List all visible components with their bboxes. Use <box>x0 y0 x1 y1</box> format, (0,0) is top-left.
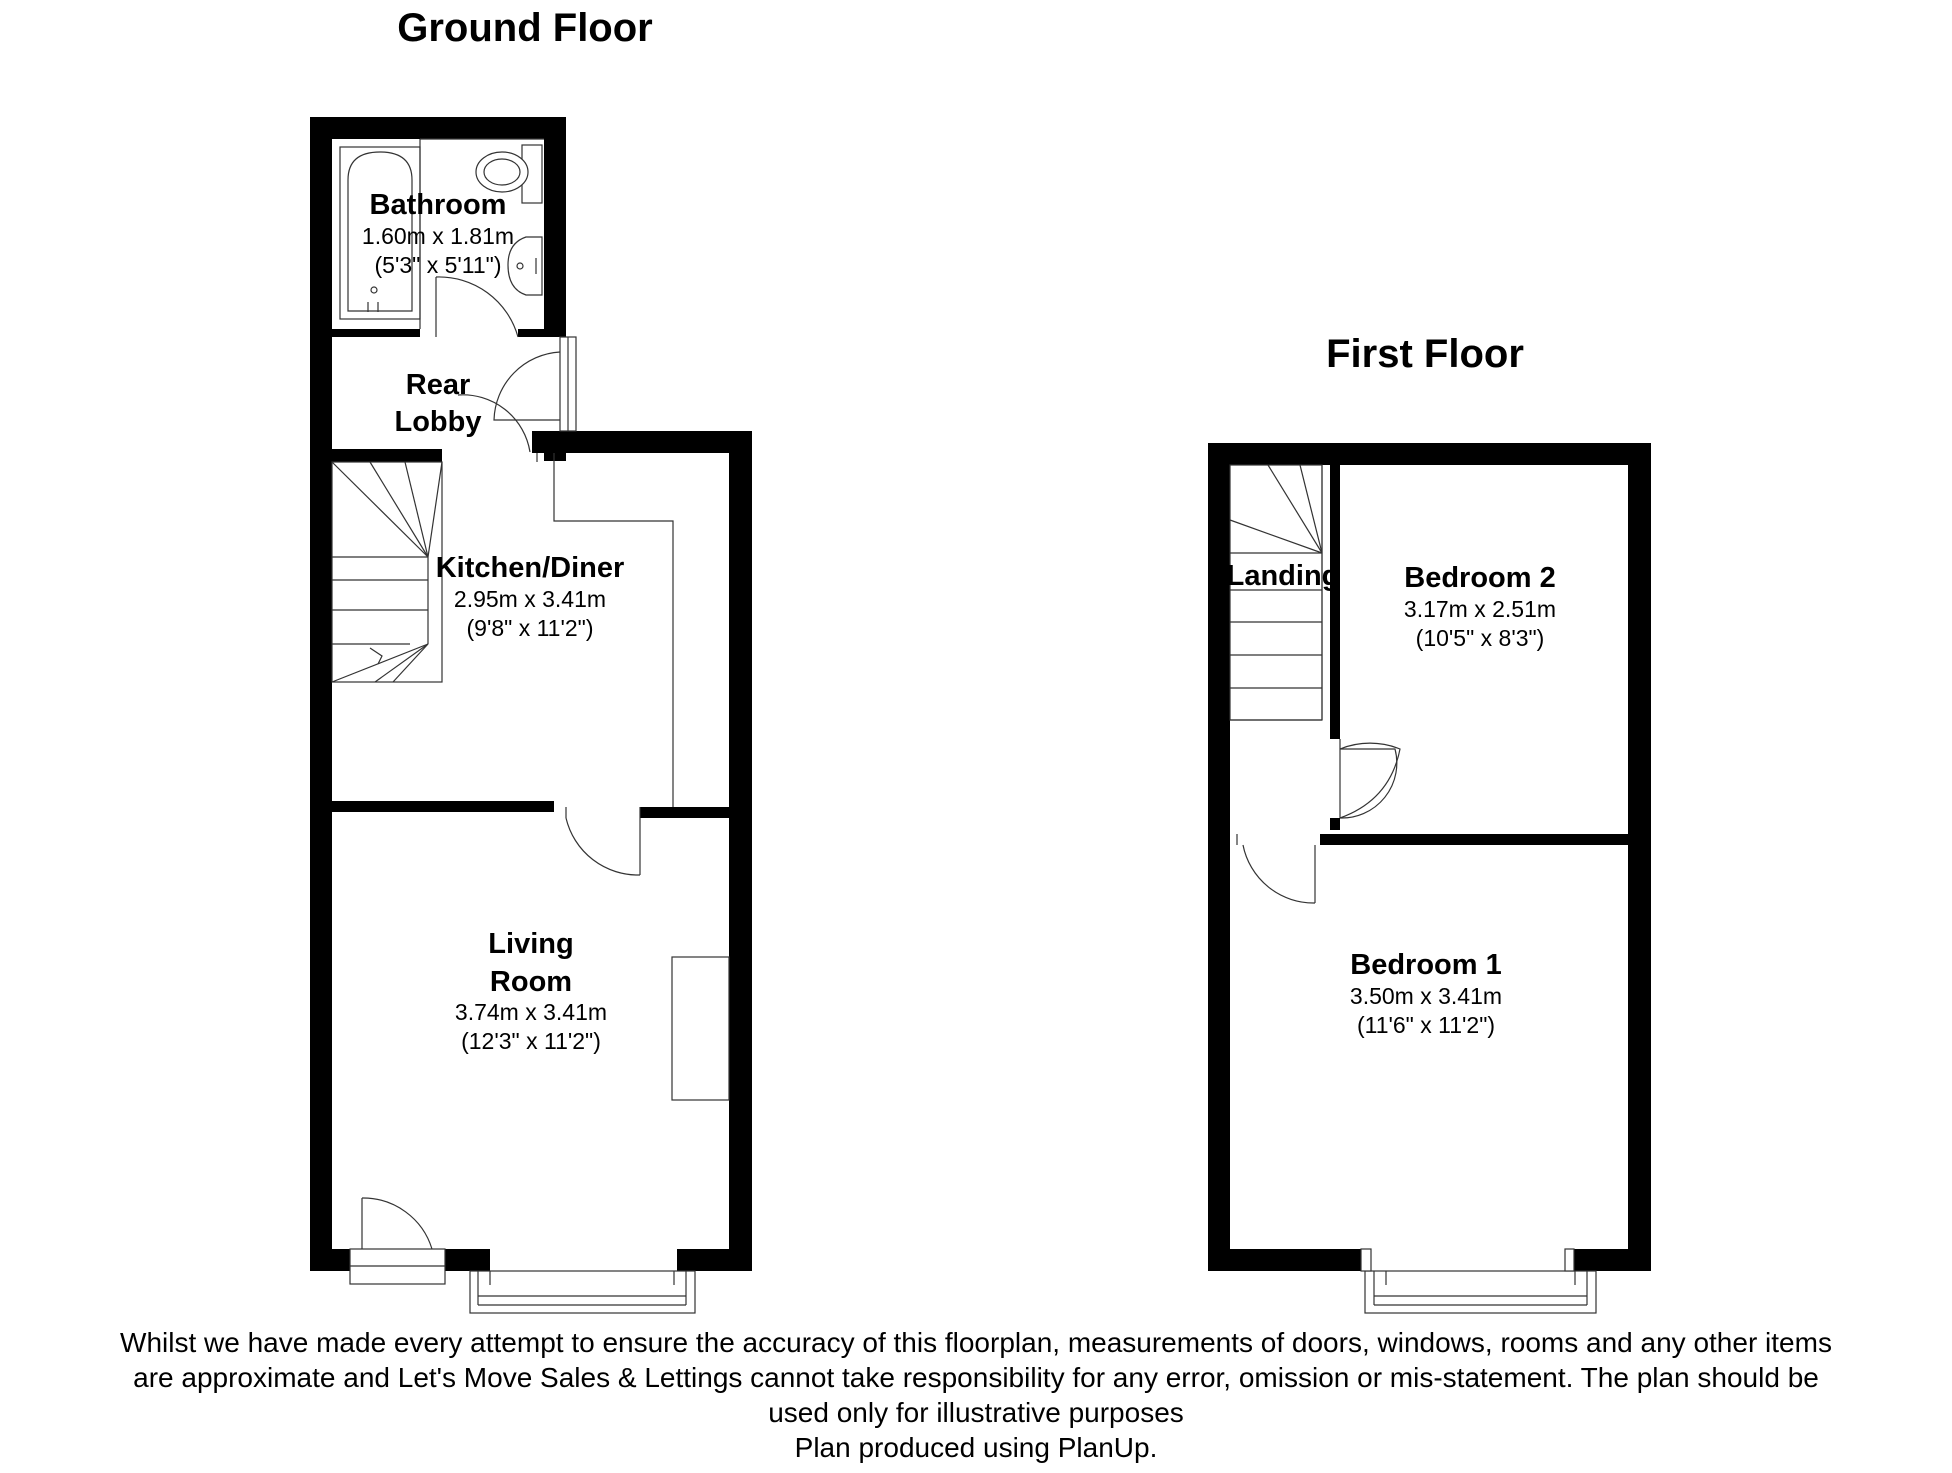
room-label-bathroom <box>362 189 514 278</box>
kitchen-name: Kitchen/Diner <box>435 552 625 584</box>
bedroom2-imperial: (10'5" x 8'3") <box>1415 625 1545 651</box>
bedroom1-name: Bedroom 1 <box>1350 949 1502 981</box>
rear-lobby-name-line1: Rear <box>405 369 471 401</box>
bedroom2-metric: 3.17m x 2.51m <box>1403 596 1557 622</box>
ground-floor-plan <box>310 117 752 1313</box>
disclaimer-line-4: Plan produced using PlanUp. <box>794 1432 1158 1463</box>
bedroom2-name: Bedroom 2 <box>1404 562 1556 594</box>
living-name-line1: Living <box>488 928 574 960</box>
kitchen-metric: 2.95m x 3.41m <box>453 586 607 612</box>
kitchen-imperial: (9'8" x 11'2") <box>466 615 594 641</box>
bathroom-imperial: (5'3" x 5'11") <box>374 252 502 278</box>
rear-lobby-name-line2: Lobby <box>394 406 482 438</box>
first-floor-title: First Floor <box>1326 332 1524 376</box>
living-bay-window <box>470 1271 695 1313</box>
landing-name: Landing <box>1226 560 1340 592</box>
room-label-rear-lobby <box>395 369 482 438</box>
living-name-line2: Room <box>489 966 573 998</box>
room-label-landing <box>1227 560 1340 592</box>
bathroom-metric: 1.60m x 1.81m <box>361 223 515 249</box>
first-staircase <box>1230 465 1322 720</box>
living-metric: 3.74m x 3.41m <box>454 999 608 1025</box>
disclaimer-line-1: Whilst we have made every attempt to ensure the accuracy of this floorplan, measurements of doors, windows, rooms and any other items <box>120 1327 1832 1358</box>
room-label-bedroom-1 <box>1350 949 1502 1038</box>
bedroom1-bay-window <box>1361 1249 1596 1313</box>
room-label-kitchen <box>436 552 625 641</box>
disclaimer-text <box>0 1325 1952 1465</box>
ground-staircase <box>332 462 442 682</box>
bedroom1-imperial: (11'6" x 11'2") <box>1356 1012 1496 1038</box>
living-imperial: (12'3" x 11'2") <box>461 1028 601 1054</box>
disclaimer-line-2: are approximate and Let's Move Sales & Lettings cannot take responsibility for any error, omission or mis-statement. The plan should be <box>133 1362 1819 1393</box>
room-label-bedroom-2 <box>1404 562 1556 651</box>
disclaimer-line-3: used only for illustrative purposes <box>768 1397 1184 1428</box>
bathroom-name: Bathroom <box>369 189 507 221</box>
room-label-living-room <box>455 928 607 1054</box>
ground-floor-title: Ground Floor <box>397 6 653 50</box>
bedroom1-metric: 3.50m x 3.41m <box>1349 983 1503 1009</box>
